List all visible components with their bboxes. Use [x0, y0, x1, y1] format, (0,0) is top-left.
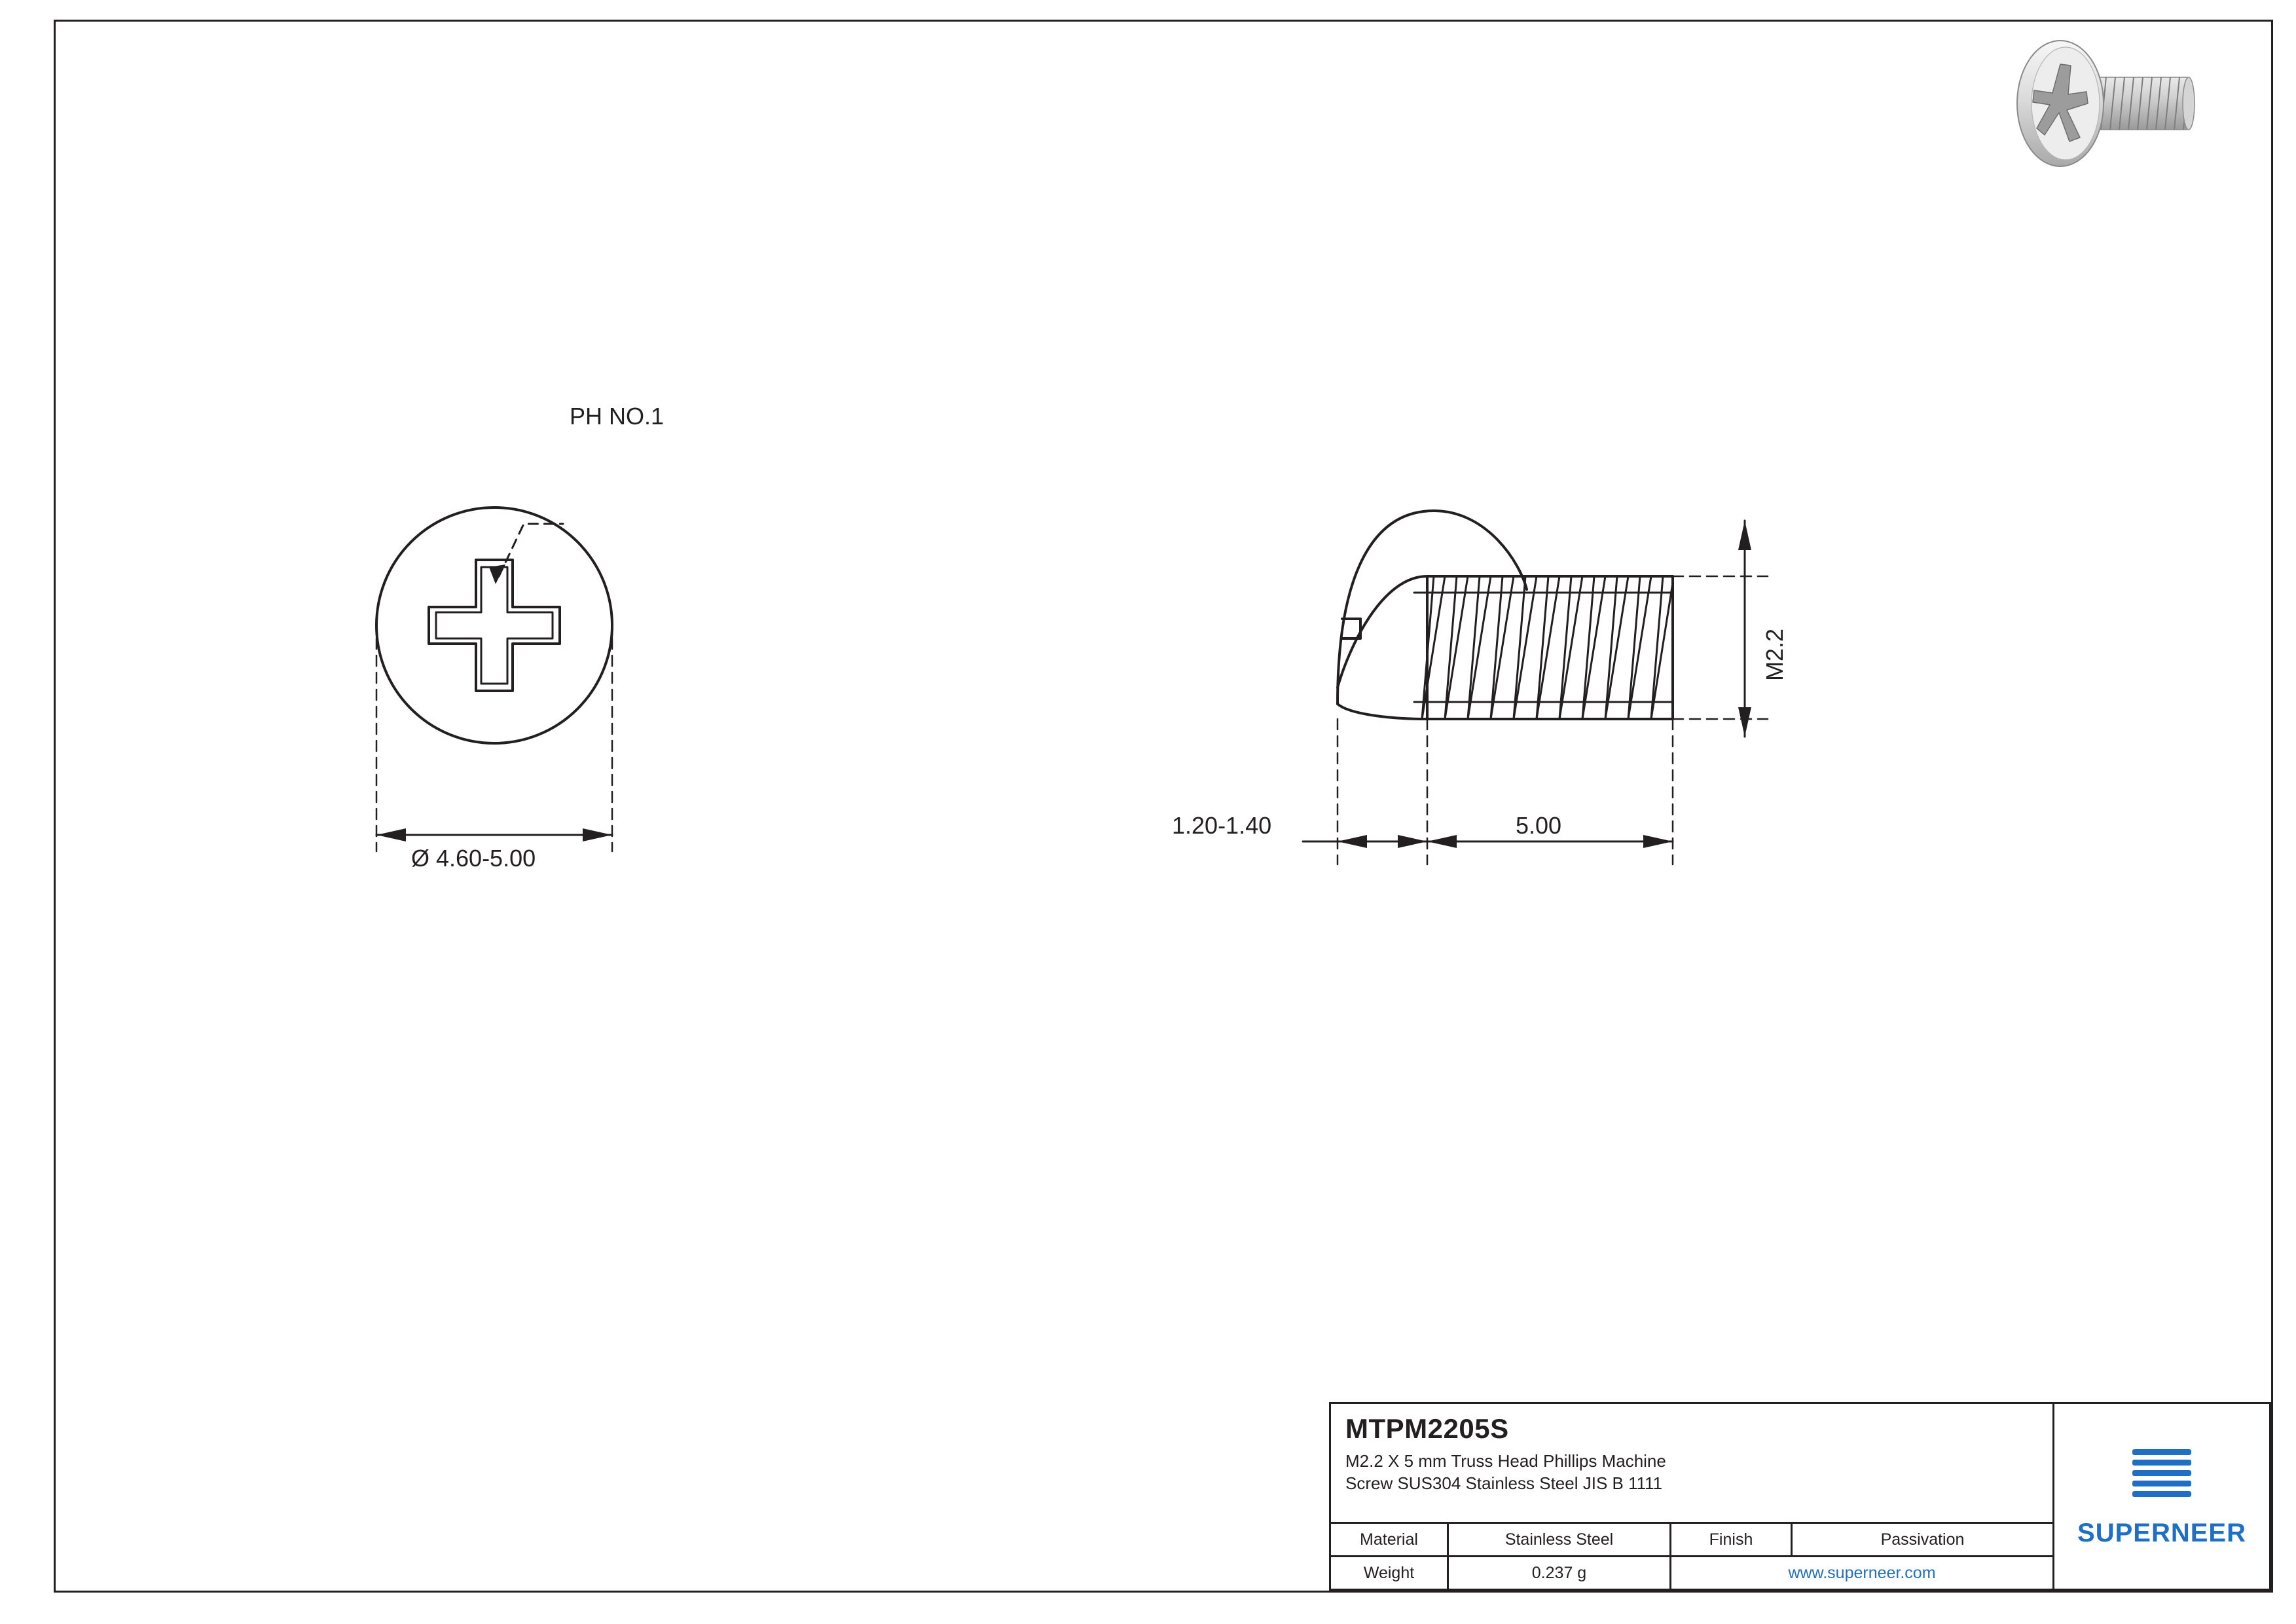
render-shank: [2092, 77, 2195, 130]
finish-label: Finish: [1671, 1524, 1793, 1555]
part-code: MTPM2205S: [1345, 1413, 1509, 1444]
thread-diameter-label: M2.2: [1761, 628, 1788, 681]
superneer-logo-icon: [2123, 1445, 2200, 1508]
material-value: Stainless Steel: [1449, 1524, 1671, 1555]
drive-callout-label: PH NO.1: [570, 403, 665, 430]
title-block-info: [1331, 1404, 2054, 1589]
part-description-line-2: Screw SUS304 Stainless Steel JIS B 1111: [1345, 1473, 1663, 1494]
material-label: Material: [1331, 1524, 1449, 1555]
title-block-table: [1331, 1522, 2052, 1589]
website-link[interactable]: www.superneer.com: [1788, 1563, 1936, 1582]
head-height-label: 1.20-1.40: [1172, 812, 1272, 839]
finish-value: Passivation: [1880, 1530, 1965, 1549]
thread-length-label: 5.00: [1516, 812, 1562, 839]
title-block: [1329, 1402, 2271, 1591]
weight-value: 0.237 g: [1449, 1557, 1671, 1589]
head-diameter-label: Ø 4.60-5.00: [411, 845, 536, 872]
sheet-border: [54, 20, 2273, 1593]
brand-block: [2054, 1404, 2269, 1589]
table-row: [1331, 1555, 2052, 1589]
product-render: [1982, 26, 2270, 223]
brand-name: SUPERNEER: [2077, 1518, 2246, 1547]
weight-label: Weight: [1331, 1557, 1449, 1589]
part-description-line-1: M2.2 X 5 mm Truss Head Phillips Machine: [1345, 1451, 1666, 1471]
render-head: [2017, 41, 2104, 166]
table-row: [1331, 1524, 2052, 1555]
